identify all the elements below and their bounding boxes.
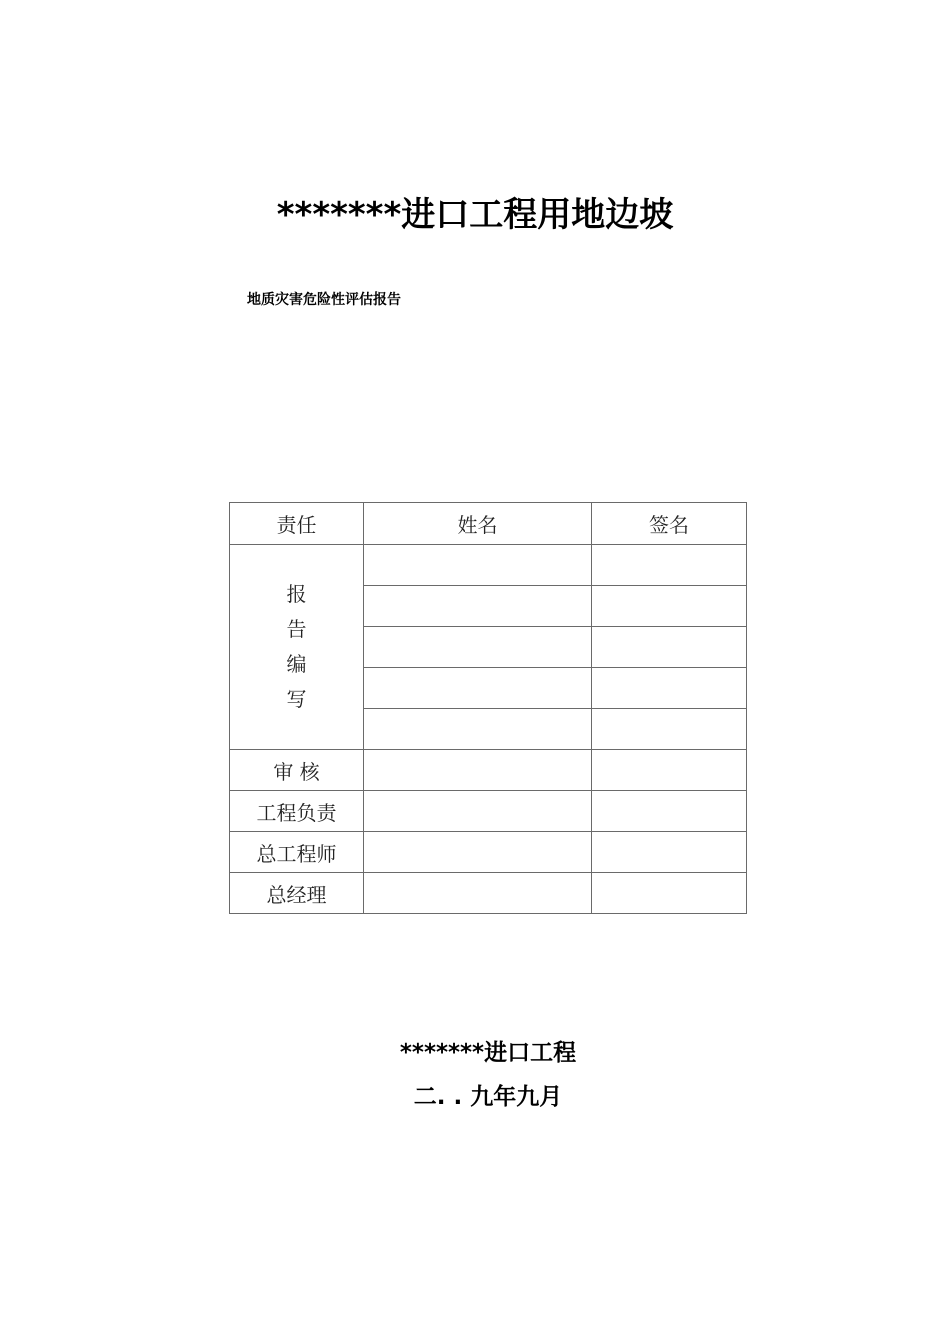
role-cell-chief-engineer: 总工程师: [230, 832, 364, 873]
role-char: 报: [286, 582, 307, 606]
signature-cell: [592, 750, 747, 791]
report-writing-cell: [230, 545, 364, 750]
name-cell: [364, 791, 592, 832]
header-role: 责任: [230, 503, 364, 545]
signature-cell: [592, 586, 747, 627]
name-cell: [364, 832, 592, 873]
name-cell: [364, 873, 592, 914]
name-cell: [364, 627, 592, 668]
document-subtitle: 地质灾害危险性评估报告: [247, 292, 401, 308]
signature-cell: [592, 668, 747, 709]
table-row: [230, 832, 747, 873]
name-cell: [364, 586, 592, 627]
header-signature: 签名: [592, 503, 747, 545]
role-cell-general-manager: 总经理: [230, 873, 364, 914]
signature-cell: [592, 709, 747, 750]
role-cell-review: 审 核: [230, 750, 364, 791]
table-row: [230, 791, 747, 832]
document-title: *******进口工程用地边坡: [276, 195, 674, 235]
report-writing-label: [230, 577, 363, 717]
report-date: 二. . 九年九月: [413, 1084, 563, 1110]
company-name: *******进口工程: [399, 1040, 577, 1066]
signature-cell: [592, 791, 747, 832]
header-name: 姓名: [364, 503, 592, 545]
name-cell: [364, 709, 592, 750]
signature-cell: [592, 545, 747, 586]
table-row: [230, 545, 747, 586]
responsibility-table: [229, 502, 747, 914]
role-char: 写: [286, 687, 307, 711]
role-char: 编: [286, 652, 307, 676]
name-cell: [364, 668, 592, 709]
signature-cell: [592, 627, 747, 668]
table-row: [230, 750, 747, 791]
name-cell: [364, 750, 592, 791]
role-cell-project-lead: 工程负责: [230, 791, 364, 832]
table-row: [230, 873, 747, 914]
table-header-row: [230, 503, 747, 545]
name-cell: [364, 545, 592, 586]
signature-cell: [592, 832, 747, 873]
signature-cell: [592, 873, 747, 914]
role-char: 告: [286, 617, 307, 641]
